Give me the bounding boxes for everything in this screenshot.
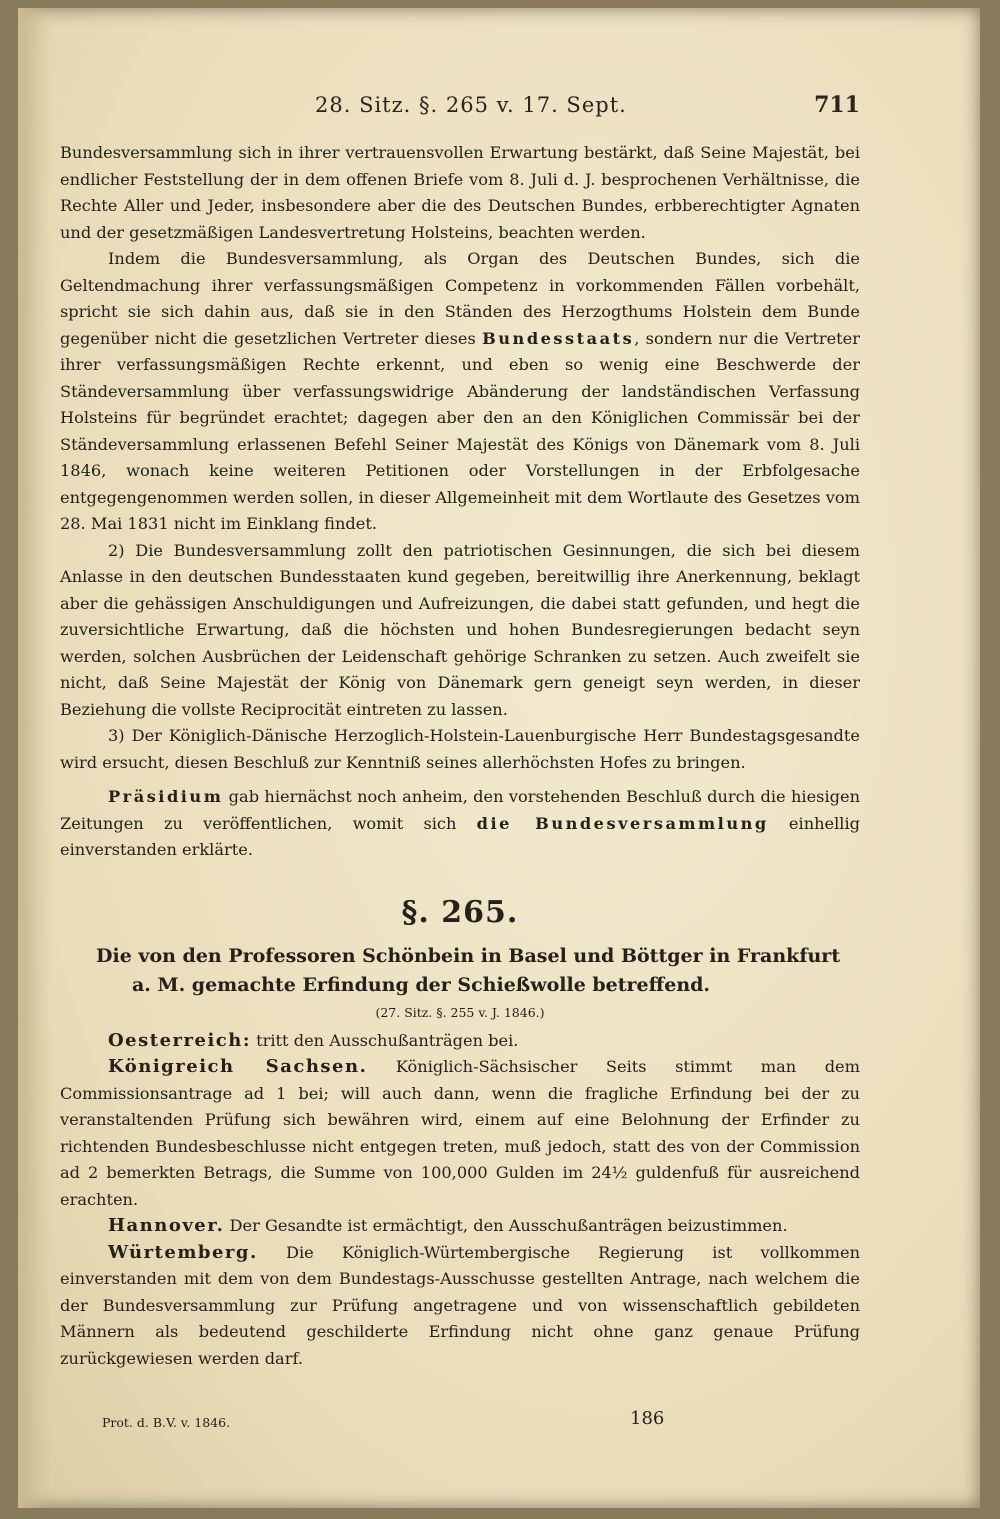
signature-mark: Prot. d. B.V. v. 1846. [102, 1415, 231, 1430]
vote-paragraph [60, 1213, 860, 1240]
section-title: Die von den Professoren Schönbein in Basel und Böttger in Frankfurt a. M. gemachte Erfindung der Schießwolle betreffend. [96, 944, 841, 996]
paragraph-point-2: 2) Die Bundesversammlung zollt den patriotischen Gesinnungen, die sich bei diesem Anlasse in den deutschen Bundesstaaten kund gegeben, bereitwillig ihre Anerkennung, beklagt aber die gehässigen Anschuldigungen und Aufreizungen, die dabei statt gefunden, und hegt die zuversichtliche Erwartung, daß die höchsten und hohen Bundesregierungen bedacht seyn werden, solchen Ausbrüchen der Leidenschaft gehörige Schranken zu setzen. Auch zweifelt sie nicht, daß Seine Majestät der König von Dänemark gern geneigt seyn werden, in dieser Beziehung die vollste Reciprocität eintreten zu lassen. [60, 540, 860, 719]
page-header [60, 92, 860, 122]
page-footer [60, 1406, 860, 1434]
spaced-term: Präsidium [108, 787, 224, 806]
paragraph-text: Indem die Bundesversammlung, als Organ des Deutschen Bundes, sich die Geltendmachung ihrer verfassungsmäßigen Competenz in vorkommenden Fällen vorbehält, spricht sie sich dahin aus, daß sie in den Ständen des Herzogthums Holstein dem Bunde gegenüber nicht die gesetzlichen Vertreter dieses [60, 249, 860, 348]
vote-paragraph [60, 1240, 860, 1373]
page-spine-shadow [18, 8, 52, 1508]
paragraph-organ [60, 246, 860, 538]
vote-text: tritt den Ausschußanträgen bei. [250, 1030, 519, 1050]
vote-state: Oesterreich: [108, 1029, 251, 1051]
vote-state: Königreich Sachsen. [108, 1056, 368, 1077]
section-reference: (27. Sitz. §. 255 v. J. 1846.) [375, 1004, 545, 1020]
spaced-term: die Bundesversammlung [476, 813, 769, 833]
paragraph-point-3: 3) Der Königlich-Dänische Herzoglich-Holstein-Lauenburgische Herr Bundestagsgesandte wird ersucht, diesen Beschluß zur Kenntniß seines allerhöchsten Hofes zu bringen. [60, 726, 860, 772]
paragraph-text: gab hiernächst noch anheim, den vorstehenden Beschluß durch die hiesigen Zeitungen zu veröffentlichen, womit sich [60, 787, 860, 833]
paragraph-text: einhellig einverstanden erklärte. [60, 813, 861, 859]
page-number: 711 [814, 92, 860, 118]
book-page [18, 8, 980, 1508]
sheet-number: 186 [630, 1408, 665, 1429]
vote-text: Die Königlich-Würtembergische Regierung ist vollkommen einverstanden mit dem von dem Bundestags-Ausschusse gestellten Antrage, nach welchem die der Bundesversammlung zur Prüfung angetragene und von wissenschaftlich gebildeten Männern als bedeutend geschilderte Erfindung nicht ohne ganz genaue Prüfung zurückgewiesen werden darf. [60, 1242, 860, 1368]
vote-state: Hannover. [108, 1215, 225, 1236]
vote-paragraph [60, 1054, 860, 1213]
spaced-term: Bundesstaats [482, 328, 635, 348]
vote-paragraph [60, 1028, 860, 1055]
section-heading: §. 265. [401, 894, 519, 930]
vote-state: Würtemberg. [108, 1241, 258, 1263]
paragraph-text: , sondern nur die Vertreter ihrer verfassungsmäßigen Rechte erkennt, und eben so wenig eine Beschwerde der Ständeversammlung über verfassungswidrige Abänderung der landständischen Verfassung Holsteins für begründet erachtet; dagegen aber den an den Königlichen Commissär bei der Ständeversammlung erlassenen Befehl Seiner Majestät des Königs von Dänemark vom 8. Juli 1846, wonach keine weiteren Petitionen oder Vorstellungen in der Erbfolgesache entgegengenommen werden sollen, in dieser Allgemeinheit mit dem Wortlaute des Gesetzes vom 28. Mai 1831 nicht im Einklang findet. [60, 328, 860, 533]
running-head: 28. Sitz. §. 265 v. 17. Sept. [315, 93, 627, 117]
paragraph-continuation: Bundesversammlung sich in ihrer vertrauensvollen Erwartung bestärkt, daß Seine Majestät, bei endlicher Feststellung der in dem offenen Briefe vom 8. Juli d. J. besprochenen Verhältnisse, die Rechte Aller und Jeder, insbesondere aber die des Deutschen Bundes, erbberechtigter Agnaten und der gesetzmäßigen Landesvertretung Holsteins, beachten werden. [60, 143, 860, 242]
vote-text: Der Gesandte ist ermächtigt, den Ausschußanträgen beizustimmen. [224, 1216, 788, 1235]
vote-text: Königlich-Sächsischer Seits stimmt man dem Commissionsantrage ad 1 bei; will auch dann, wenn die fragliche Erfindung bei der zu veranstaltenden Prüfung sich bewähren wird, einem auf eine Belohnung der Erfinder zu richtenden Bundesbeschlusse nicht entgegen treten, muß jedoch, statt des von der Commission ad 2 bemerkten Betrags, die Summe von 100,000 Gulden im 24½ guldenfuß für ausreichend erachten. [60, 1057, 860, 1209]
page-body [60, 140, 860, 1372]
paragraph-praesidium [60, 784, 860, 864]
